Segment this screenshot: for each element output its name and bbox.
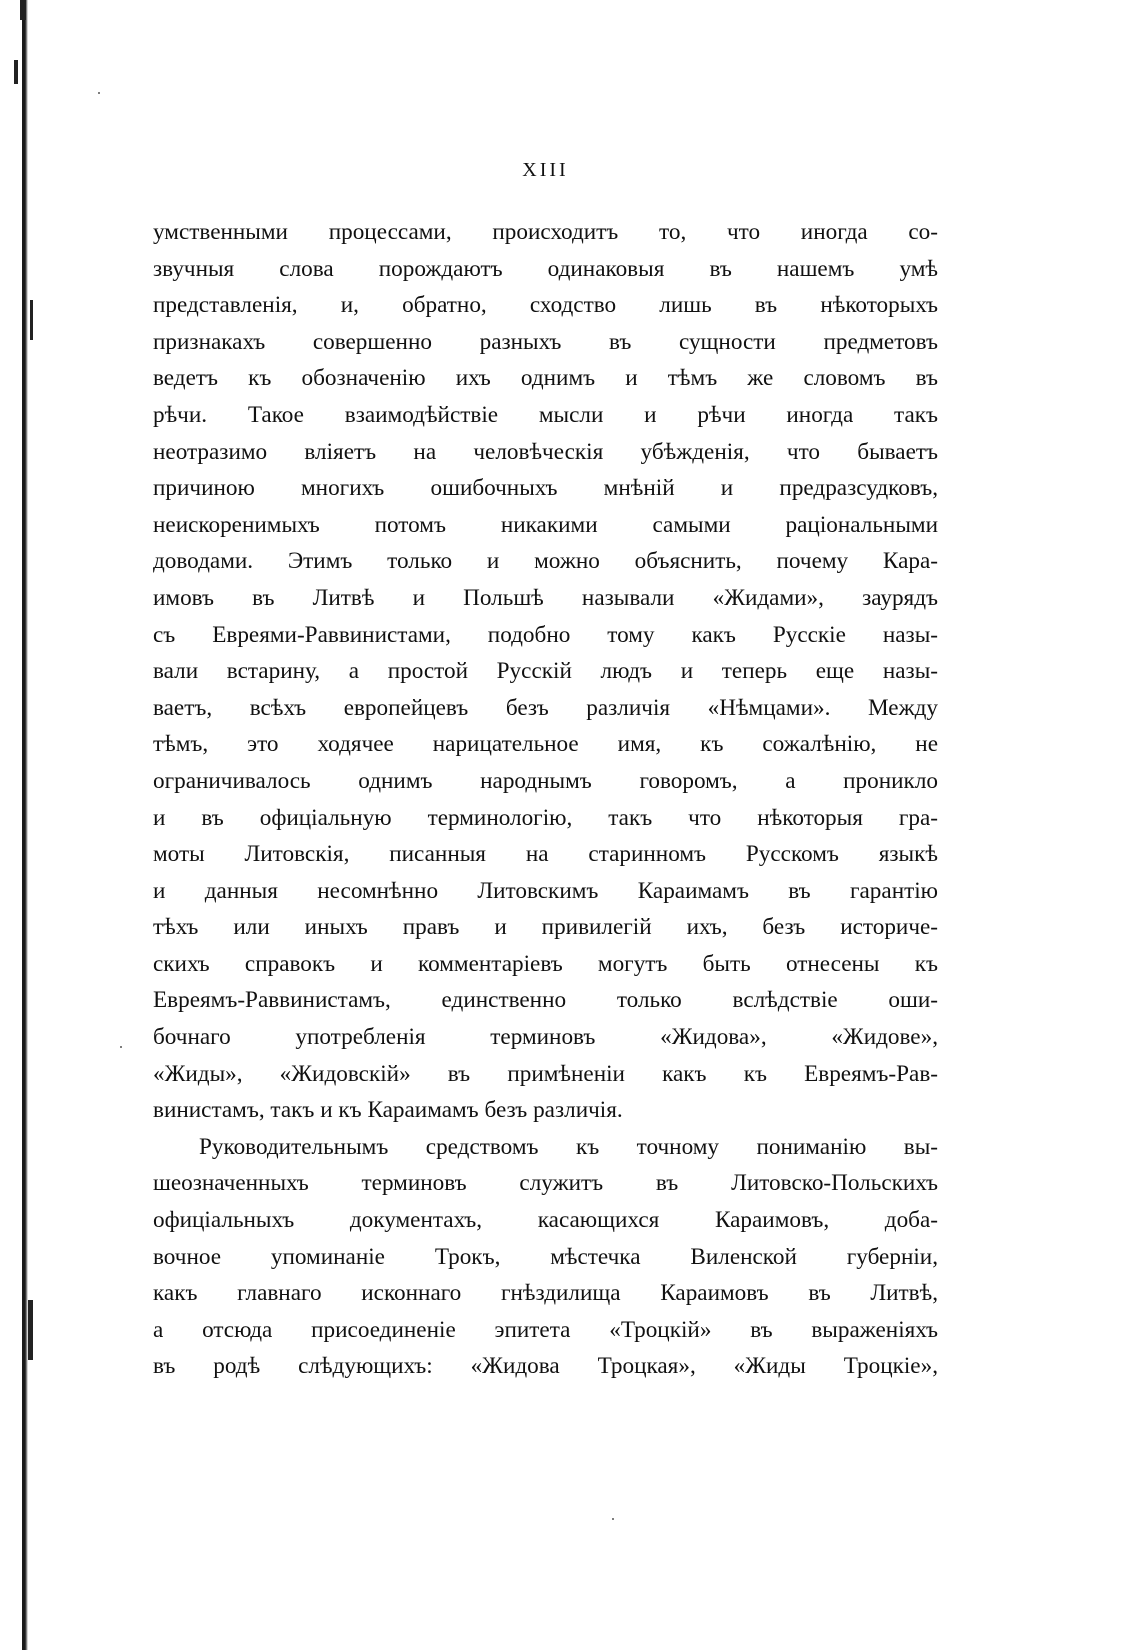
text-line: въ родѣ слѣдующихъ: «Жидова Троцкая», «Жиды Троцкіе», (153, 1353, 938, 1380)
text-line: вали встарину, а простой Русскій людъ и теперь еще назы- (153, 658, 938, 685)
book-page (153, 150, 938, 1385)
text-line: неотразимо вліяетъ на человѣческія убѣжденія, что бываетъ (153, 438, 938, 465)
paragraph-2 (153, 1129, 938, 1385)
text-line: звучныя слова порождаютъ одинаковыя въ нашемъ умѣ (153, 255, 938, 282)
text-line: ограничивалось однимъ народнымъ говоромъ, а проникло (153, 767, 938, 794)
text-line: винистамъ, такъ и къ Караимамъ безъ различія. (153, 1097, 623, 1124)
text-line: неискоренимыхъ потомъ никакими самыми раціональными (153, 511, 938, 538)
text-line: шеозначенныхъ терминовъ служитъ въ Литовско-Польскихъ (153, 1170, 938, 1197)
paper-speck (120, 1046, 122, 1048)
text-line: представленія, и, обратно, сходство лишь въ нѣкоторыхъ (153, 292, 938, 319)
text-line: тѣмъ, это ходячее нарицательное имя, къ сожалѣнію, не (153, 731, 938, 758)
scan-edge-mark (28, 1300, 33, 1360)
paper-speck (98, 92, 100, 94)
text-line: и данныя несомнѣнно Литовскимъ Караимамъ въ гарантію (153, 877, 938, 904)
text-line: Евреямъ-Раввинистамъ, единственно только вслѣдствіе оши- (153, 987, 938, 1014)
text-line: скихъ справокъ и комментаріевъ могутъ быть отнесены къ (153, 950, 938, 977)
text-line: а отсюда присоединеніе эпитета «Троцкій» въ выраженіяхъ (153, 1316, 938, 1343)
text-line: тѣхъ или иныхъ правъ и привилегій ихъ, безъ историче- (153, 914, 938, 941)
page-number: XIII (522, 159, 569, 181)
text-line: офиціальныхъ документахъ, касающихся Караимовъ, доба- (153, 1207, 938, 1234)
paper-speck (612, 1518, 614, 1520)
text-line: какъ главнаго исконнаго гнѣздилища Караимовъ въ Литвѣ, (153, 1280, 938, 1307)
text-line: ведетъ къ обозначенію ихъ однимъ и тѣмъ же словомъ въ (153, 365, 938, 392)
text-line: имовъ въ Литвѣ и Польшѣ называли «Жидами», заурядъ (153, 584, 938, 611)
text-line: признакахъ совершенно разныхъ въ сущности предметовъ (153, 328, 938, 355)
scan-edge-mark (14, 60, 18, 84)
text-line: моты Литовскія, писанныя на старинномъ Русскомъ языкѣ (153, 841, 938, 868)
paragraph-1 (153, 214, 938, 1129)
scan-edge-mark (20, 0, 26, 20)
text-line: Руководительнымъ средствомъ къ точному пониманію вы- (199, 1133, 938, 1160)
scan-binding-edge (22, 0, 28, 1650)
text-line: «Жиды», «Жидовскій» въ примѣненіи какъ къ Евреямъ-Рав- (153, 1060, 938, 1087)
text-line: бочнаго употребленія терминовъ «Жидова», «Жидове», (153, 1024, 938, 1051)
text-line: вочное упоминаніе Трокъ, мѣстечка Виленской губерніи, (153, 1243, 938, 1270)
text-line: умственными процессами, происходитъ то, что иногда со- (153, 219, 938, 245)
text-line: съ Евреями-Раввинистами, подобно тому какъ Русскіе назы- (153, 621, 938, 648)
text-line: ваетъ, всѣхъ европейцевъ безъ различія «Нѣмцами». Между (153, 694, 938, 721)
text-line: причиною многихъ ошибочныхъ мнѣній и предразсудковъ, (153, 475, 938, 502)
scan-edge-mark (30, 300, 33, 340)
text-line: доводами. Этимъ только и можно объяснить, почему Кара- (153, 548, 938, 575)
text-line: рѣчи. Такое взаимодѣйствіе мысли и рѣчи иногда такъ (153, 401, 938, 428)
text-line: и въ офиціальную терминологію, такъ что нѣкоторыя гра- (153, 804, 938, 831)
